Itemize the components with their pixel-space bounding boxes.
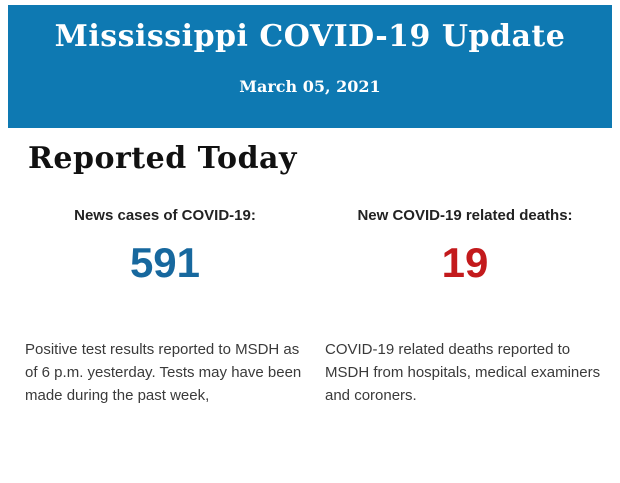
header-banner (8, 5, 612, 128)
stat-column-deaths (325, 206, 605, 407)
deaths-value: 19 (441, 239, 489, 286)
section-heading: Reported Today (28, 141, 297, 176)
new-cases-label: News cases of COVID-19: (74, 207, 256, 224)
stats-row (25, 206, 605, 407)
deaths-label: New COVID-19 related deaths: (357, 207, 573, 224)
banner-title: Mississippi COVID-19 Update (54, 19, 566, 54)
deaths-description: COVID-19 related deaths reported to MSDH from hospitals, medical examiners and coroners. (325, 341, 601, 404)
new-cases-description: Positive test results reported to MSDH as of 6 p.m. yesterday. Tests may have been made during the past week, (25, 341, 302, 404)
stat-column-new-cases (25, 206, 305, 407)
new-cases-value: 591 (129, 239, 201, 286)
banner-date: March 05, 2021 (239, 77, 381, 96)
